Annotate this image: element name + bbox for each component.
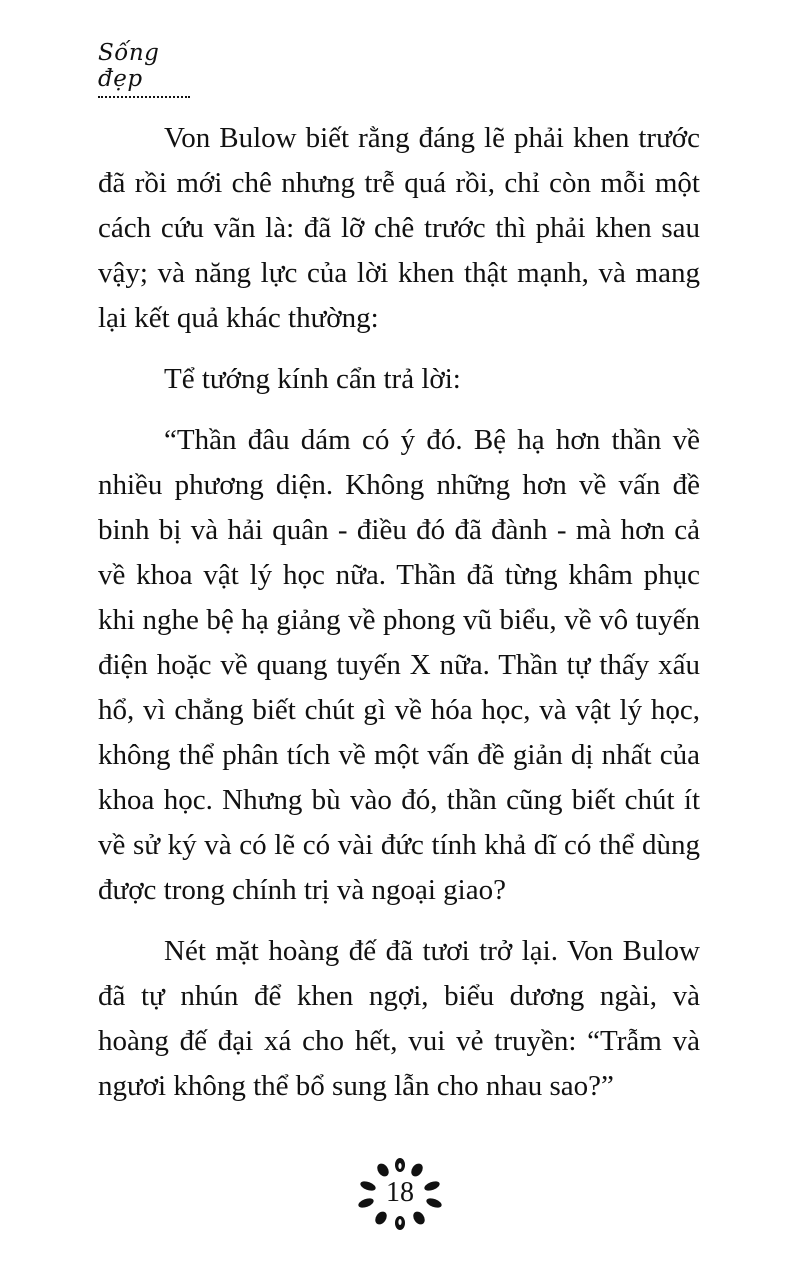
dotted-underline bbox=[98, 96, 190, 98]
running-title: Sống đẹp bbox=[98, 40, 160, 92]
paragraph-1: Von Bulow biết rằng đáng lẽ phải khen trước đã rồi mới chê nhưng trễ quá rồi, chỉ còn mỗi một cách cứu vãn là: đã lỡ chê trước thì phải khen sau vậy; và năng lực của lời khen thật mạnh, và mang lại kết quả khác thường: bbox=[98, 122, 700, 334]
page-number: 18 bbox=[386, 1177, 414, 1208]
paragraph-4: Nét mặt hoàng đế đã tươi trở lại. Von Bulow đã tự nhún để khen ngợi, biểu dương ngài, và hoàng đế đại xá cho hết, vui vẻ truyền: “Trẫm và ngươi không thể bổ sung lẫn cho nhau sao?” bbox=[98, 935, 700, 1102]
page-footer bbox=[350, 1158, 450, 1230]
paragraph-3: “Thần đâu dám có ý đó. Bệ hạ hơn thần về nhiều phương diện. Không những hơn về vấn đề binh bị và hải quân - điều đó đã đành - mà hơn cả về khoa vật lý học nữa. Thần đã từng khâm phục khi nghe bệ hạ giảng về phong vũ biểu, về vô tuyến điện hoặc về quang tuyến X nữa. Thần tự thấy xấu hổ, vì chẳng biết chút gì về hóa học, và vật lý học, không thể phân tích về một vấn đề giản dị nhất của khoa học. Nhưng bù vào đó, thần cũng biết chút ít về sử ký và có lẽ có vài đức tính khả dĩ có thể dùng được trong chính trị và ngoại giao? bbox=[98, 424, 700, 906]
body-text bbox=[98, 116, 700, 1125]
running-header bbox=[98, 40, 208, 98]
paragraph-2: Tể tướng kính cẩn trả lời: bbox=[164, 363, 461, 395]
